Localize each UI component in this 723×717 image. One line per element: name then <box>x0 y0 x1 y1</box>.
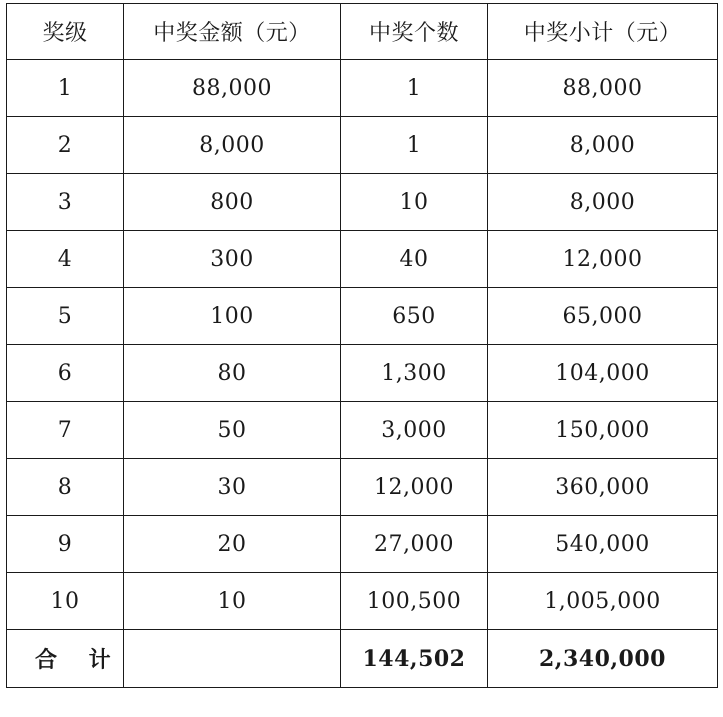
header-row <box>7 4 718 60</box>
total-row <box>7 630 718 688</box>
header-winner-count: 中奖个数 <box>341 4 488 60</box>
cell-prize-level: 3 <box>7 174 124 231</box>
table-row <box>7 174 718 231</box>
cell-prize-subtotal: 65,000 <box>488 288 718 345</box>
cell-prize-amount: 88,000 <box>124 60 341 117</box>
cell-prize-amount: 100 <box>124 288 341 345</box>
cell-winner-count: 3,000 <box>341 402 488 459</box>
table-row <box>7 402 718 459</box>
total-prize-subtotal: 2,340,000 <box>488 630 718 688</box>
cell-prize-amount: 30 <box>124 459 341 516</box>
table-row <box>7 231 718 288</box>
table-row <box>7 516 718 573</box>
total-label: 合 计 <box>7 630 124 688</box>
cell-prize-level: 10 <box>7 573 124 630</box>
cell-winner-count: 12,000 <box>341 459 488 516</box>
total-amount-cell <box>124 630 341 688</box>
cell-prize-subtotal: 8,000 <box>488 117 718 174</box>
header-prize-amount: 中奖金额（元） <box>124 4 341 60</box>
cell-prize-level: 1 <box>7 60 124 117</box>
cell-prize-amount: 800 <box>124 174 341 231</box>
cell-prize-level: 7 <box>7 402 124 459</box>
header-prize-subtotal: 中奖小计（元） <box>488 4 718 60</box>
cell-prize-amount: 10 <box>124 573 341 630</box>
cell-winner-count: 100,500 <box>341 573 488 630</box>
cell-prize-subtotal: 360,000 <box>488 459 718 516</box>
cell-prize-level: 8 <box>7 459 124 516</box>
cell-prize-level: 2 <box>7 117 124 174</box>
table-header <box>7 4 718 60</box>
table-row <box>7 288 718 345</box>
table-footer <box>7 630 718 688</box>
cell-winner-count: 1,300 <box>341 345 488 402</box>
cell-prize-subtotal: 540,000 <box>488 516 718 573</box>
cell-winner-count: 10 <box>341 174 488 231</box>
cell-winner-count: 1 <box>341 117 488 174</box>
prize-table <box>6 3 718 688</box>
table-row <box>7 345 718 402</box>
cell-prize-subtotal: 104,000 <box>488 345 718 402</box>
cell-winner-count: 27,000 <box>341 516 488 573</box>
cell-winner-count: 40 <box>341 231 488 288</box>
cell-winner-count: 1 <box>341 60 488 117</box>
table-body <box>7 60 718 630</box>
cell-prize-level: 5 <box>7 288 124 345</box>
table-row <box>7 60 718 117</box>
cell-prize-subtotal: 1,005,000 <box>488 573 718 630</box>
table-row <box>7 459 718 516</box>
total-winner-count: 144,502 <box>341 630 488 688</box>
cell-prize-amount: 80 <box>124 345 341 402</box>
cell-prize-level: 4 <box>7 231 124 288</box>
cell-prize-level: 9 <box>7 516 124 573</box>
cell-prize-amount: 20 <box>124 516 341 573</box>
cell-prize-subtotal: 88,000 <box>488 60 718 117</box>
cell-prize-amount: 8,000 <box>124 117 341 174</box>
cell-prize-level: 6 <box>7 345 124 402</box>
table-row <box>7 573 718 630</box>
cell-prize-amount: 50 <box>124 402 341 459</box>
table-row <box>7 117 718 174</box>
cell-winner-count: 650 <box>341 288 488 345</box>
cell-prize-subtotal: 150,000 <box>488 402 718 459</box>
cell-prize-subtotal: 12,000 <box>488 231 718 288</box>
cell-prize-subtotal: 8,000 <box>488 174 718 231</box>
header-prize-level: 奖级 <box>7 4 124 60</box>
cell-prize-amount: 300 <box>124 231 341 288</box>
